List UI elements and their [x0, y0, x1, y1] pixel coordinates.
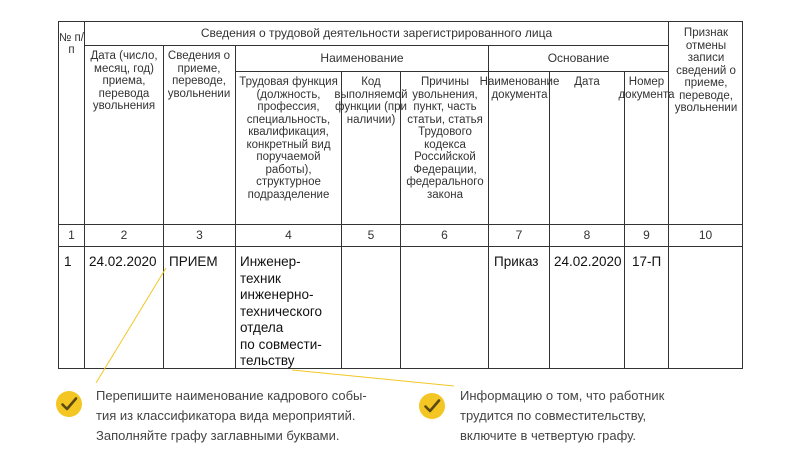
column-number: 9 [643, 228, 650, 243]
column-number: 3 [196, 228, 203, 243]
row-no: 1 [64, 254, 72, 269]
row-info: ПРИЕМ [169, 254, 218, 269]
note-right-line: Информацию о том, что работник [460, 388, 665, 403]
header-date: Дата (число, месяц, год) приема, перевода увольнения [90, 50, 158, 112]
row-function-line: технического [240, 303, 322, 319]
row-doc-number: 17-П [632, 254, 662, 269]
check-circle-icon [55, 390, 83, 418]
column-number: 7 [515, 228, 523, 243]
note-left-line: Заполняйте графу заглавными буквами. [96, 428, 340, 443]
check-circle-icon [418, 392, 446, 420]
column-number: 1 [68, 228, 75, 243]
column-number: 4 [285, 228, 292, 243]
row-function-line: Инженер- [240, 254, 301, 269]
note-left-line: Перепишите наименование кадрового собы- [96, 388, 367, 403]
header-doc-name: Наименование документа [479, 76, 560, 101]
header-function: Трудовая функция (должность, профессия, специальность, квалификация, конкретный вид поручаемой работы), структурное подразделение [239, 76, 338, 201]
row-function-line: по совмести- [240, 336, 322, 352]
header-cancel: Признак отмены записи сведений о приеме, переводе, увольнении [674, 27, 738, 114]
column-number: 8 [583, 228, 591, 243]
header-basis-group: Основание [547, 51, 610, 66]
callout-leader-right [292, 370, 454, 386]
row-function-line: инженерно- [240, 287, 314, 302]
note-left-line: тия из классификатора вида мероприятий. [96, 408, 356, 423]
header-group-title: Сведения о трудовой деятельности зарегистрированного лица [200, 26, 553, 41]
column-number: 5 [367, 228, 375, 243]
header-doc-number: Номер документа [618, 76, 675, 101]
note-left [96, 386, 367, 446]
header-no: № п/п [59, 31, 84, 56]
row-function-line: отдела [240, 320, 284, 335]
note-right-line: включите в четвертую графу. [460, 428, 636, 443]
row-function-line: тельству [240, 353, 295, 368]
note-right [460, 386, 664, 446]
header-naming-group: Наименование [320, 51, 404, 66]
header-code: Код выполняемой функции (при наличии) [334, 76, 408, 126]
column-number: 2 [120, 228, 128, 243]
column-number: 10 [698, 228, 713, 243]
row-doc-date: 24.02.2020 [554, 254, 622, 269]
callout-leader-left [96, 268, 166, 383]
row-function [240, 254, 322, 370]
header-doc-date: Дата [574, 76, 600, 88]
row-function-line: техник [240, 270, 281, 286]
row-doc-name: Приказ [494, 254, 539, 269]
header-reasons: Причины увольнения, пункт, часть статьи, статья Трудового кодекса Российской Федерации, федерального закона [406, 76, 484, 201]
column-number: 6 [441, 228, 448, 243]
header-info: Сведения о приеме, переводе, увольнении [167, 50, 231, 100]
row-date: 24.02.2020 [89, 254, 157, 269]
note-right-line: трудится по совместительству, [460, 408, 647, 423]
